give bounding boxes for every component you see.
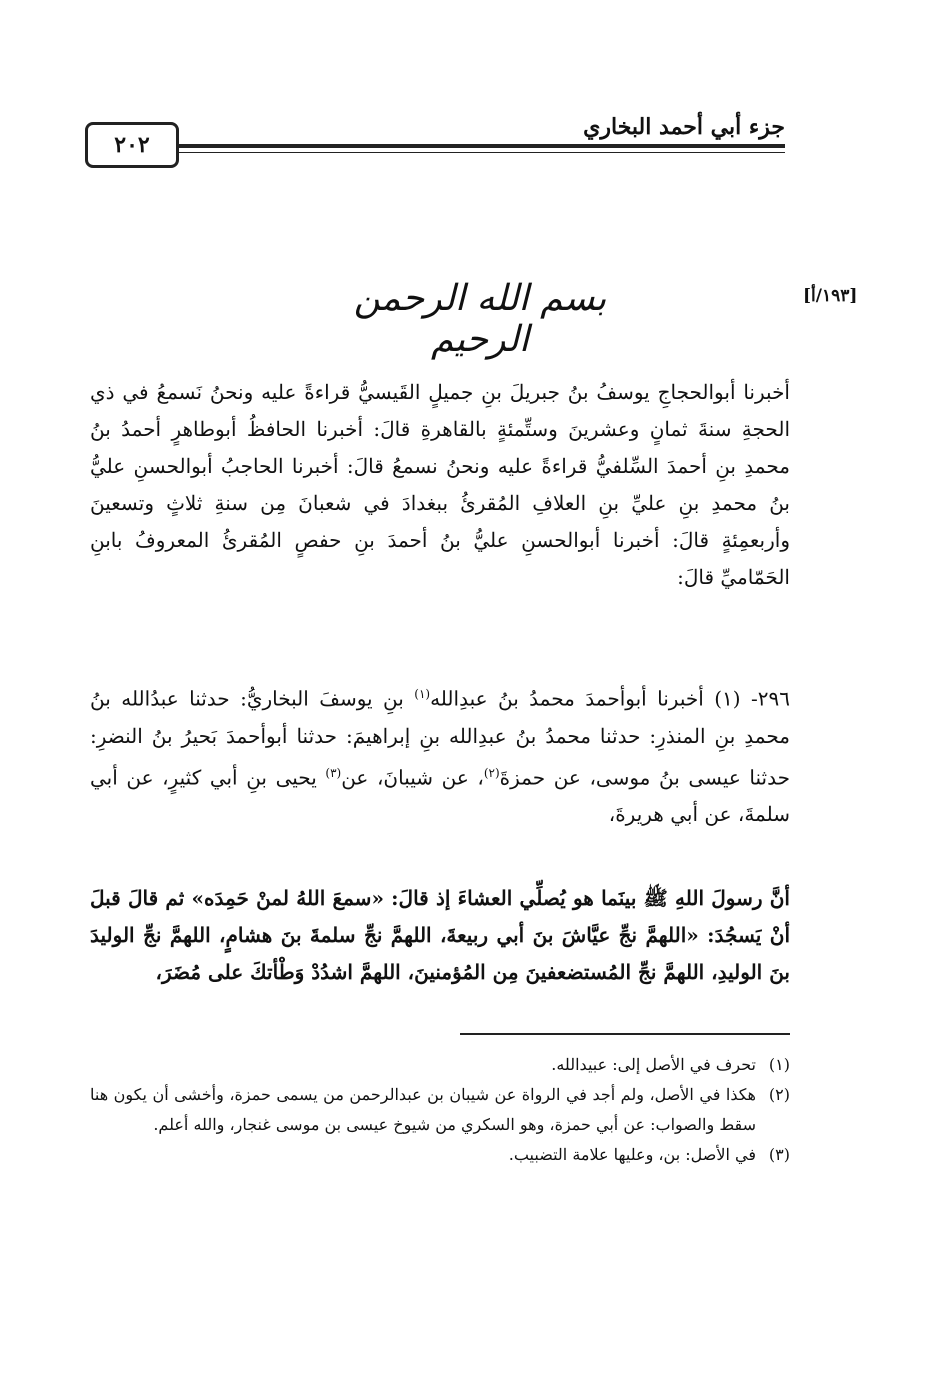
footnote-ref-1: (١) xyxy=(414,687,431,701)
hadith-matn: أنَّ رسولَ اللهِ ﷺ بينَما هو يُصلِّي العشاءَ إذ قالَ: «سمعَ اللهُ لمنْ حَمِدَه» ثم قالَ قبلَ أنْ يَسجُدَ: «اللهمَّ نجِّ عيَّاشَ بنَ أبي ربيعةَ، اللهمَّ نجِّ سلمةَ بنَ هشامٍ، اللهمَّ نجِّ الوليدَ بنَ الوليدِ، اللهمَّ نجِّ المُستضعفينَ مِن المُؤمنينَ، اللهمَّ اشدُدْ وَطْأتكَ على مُضَرَ، xyxy=(90,886,790,984)
footnote-number: (٣) xyxy=(768,1145,790,1164)
footnote-text: في الأصل: بن، وعليها علامة التضبيب. xyxy=(508,1145,756,1164)
running-title: جزء أبي أحمد البخاري xyxy=(575,114,785,140)
hadith-text-part4: يحيى بنِ أبي كثيرٍ، عن أبي سلمةَ، عن أبي هريرةَ، xyxy=(90,765,790,827)
hadith-isnad xyxy=(90,676,790,833)
manuscript-folio-reference: [١٩٣/أ] xyxy=(803,286,858,306)
footnote-divider xyxy=(460,1033,790,1035)
footnote-text: هكذا في الأصل، ولم أجد في الرواة عن شيبان بن عبدالرحمن من يسمى حمزة، وأخشى أن يكون هنا سقط والصواب: عن أبي حمزة، وهو السكري من شيوخ عيسى بن موسى غنجار، والله أعلم. xyxy=(90,1085,756,1134)
footnotes xyxy=(90,1050,790,1170)
footnote-item xyxy=(90,1050,790,1080)
footnote-item xyxy=(90,1080,790,1140)
footnote-ref-2: (٢) xyxy=(483,765,500,780)
hadith-text-part1: ٢٩٦- (١) أخبرنا أبوأحمدَ محمدُ بنُ عبدِالله xyxy=(430,686,790,711)
hadith-text-part2: بنِ يوسفَ البخاريُّ: حدثنا عبدُالله بنُ محمدِ بنِ المنذرِ: حدثنا محمدُ بنُ عبدِالله بنِ إبراهيمَ: حدثنا أبوأحمدَ بَحيرُ بنُ النضرِ: حدثنا عيسى بنُ موسى، عن حمزةَ xyxy=(90,686,790,790)
basmala: بسم الله الرحمن الرحيم xyxy=(353,278,607,360)
header-rule xyxy=(85,144,785,148)
isnad-introduction: أخبرنا أبوالحجاجِ يوسفُ بنُ جبريلَ بنِ جميلٍ القَيسيُّ قراءةً عليه ونحنُ نَسمعُ في ذي الحجةِ سنةَ ثمانٍ وعشرينَ وستِّمئةٍ بالقاهرةِ قالَ: أخبرنا الحافظُ أبوطاهرٍ أحمدُ بنُ محمدِ بنِ أحمدَ السِّلفيُّ قراءةً عليه ونحنُ نسمعُ قالَ: أخبرنا الحاجبُ أبوالحسنِ عليُّ بنُ محمدِ بنِ عليِّ بنِ العلافِ المُقرئُ ببغدادَ في شعبانَ مِن سنةِ ثلاثٍ وتسعينَ وأربعمِئةٍ قالَ: أخبرنا أبوالحسنِ عليُّ بنُ أحمدَ بنِ حفصٍ المُقرئُ المعروفُ بابنِ الحَمّاميِّ قالَ: xyxy=(90,380,790,589)
footnote-ref-3: (٣) xyxy=(325,765,342,780)
header-rule-thin xyxy=(85,152,785,153)
footnote-number: (٢) xyxy=(768,1085,790,1104)
footnote-item xyxy=(90,1140,790,1170)
footnote-text: تحرف في الأصل إلى: عبيدالله. xyxy=(551,1055,756,1074)
page-header xyxy=(85,110,785,162)
footnote-number: (١) xyxy=(768,1055,790,1074)
page-number: ٢٠٢ xyxy=(85,122,179,168)
hadith-text-part3: ، عن شيبانَ، عن xyxy=(341,765,484,790)
